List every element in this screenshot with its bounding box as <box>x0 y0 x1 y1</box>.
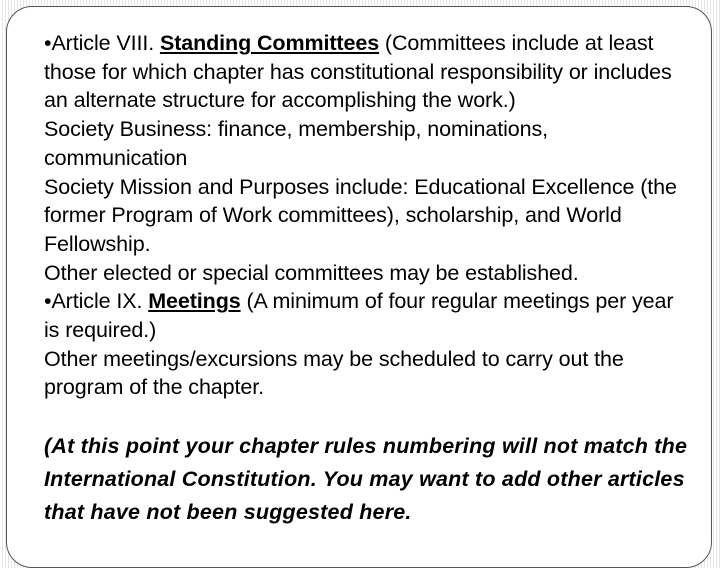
slide-content <box>44 29 694 529</box>
other-committees-line: Other elected or special committees may be established. <box>44 260 579 285</box>
article-8-heading: Standing Committees <box>159 31 380 55</box>
article-9-description: (A minimum of four regular meetings per year is required.) <box>44 289 674 343</box>
article-9-heading: Meetings <box>148 289 241 314</box>
society-mission-line: Society Mission and Purposes include: Educational Excellence (the former Program of Work committees), scholarship, and World Fellowship. <box>44 174 677 256</box>
meetings-note: Other meetings/excursions may be scheduled to carry out the program of the chapter. <box>44 346 624 400</box>
article-9-paragraph <box>44 287 694 344</box>
article-8-description: (Committees include at least those for which chapter has constitutional responsibility or includes an alternate structure for accomplishing the work.) <box>44 31 672 113</box>
article-9-prefix: Article IX. <box>51 289 149 314</box>
society-business-line: Society Business: finance, membership, nominations, communication <box>44 117 548 170</box>
closing-note: (At this point your chapter rules numbering will not match the International Constitution. You may want to add other articles that have not been suggested here. <box>44 434 688 525</box>
bullet: • <box>44 289 52 314</box>
article-8-prefix: Article VIII. <box>51 31 160 55</box>
bullet: • <box>44 31 52 55</box>
slide-frame <box>6 6 712 568</box>
article-8-paragraph <box>44 29 694 115</box>
